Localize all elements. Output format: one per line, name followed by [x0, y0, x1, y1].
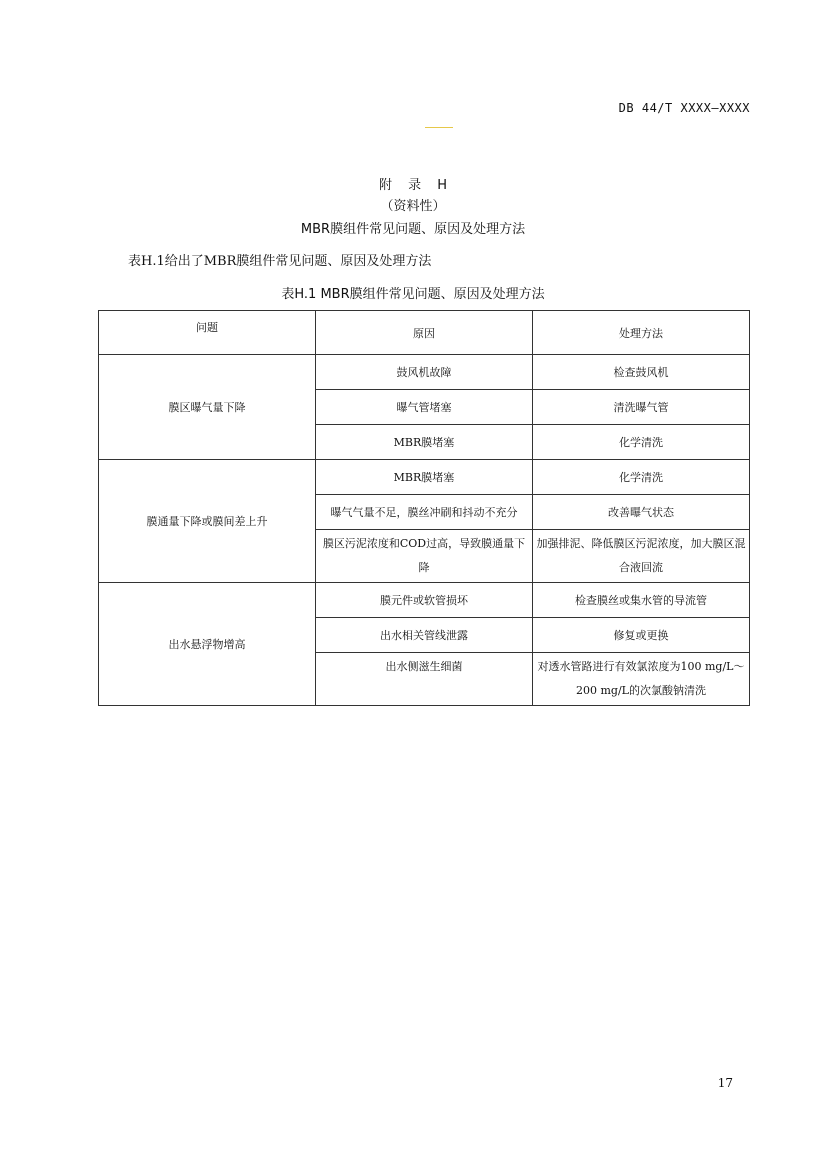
page-number: 17	[717, 1076, 733, 1090]
problem-cell: 膜区曝气量下降	[99, 355, 316, 460]
solution-cell: 改善曝气状态	[533, 495, 750, 530]
cause-cell: 膜区污泥浓度和COD过高，导致膜通量下降	[316, 530, 533, 583]
appendix-subject: MBR膜组件常见问题、原因及处理方法	[300, 222, 526, 237]
table-row	[99, 355, 750, 390]
document-code: DB 44/T XXXX—XXXX	[618, 101, 750, 115]
cause-cell: 出水侧滋生细菌	[316, 653, 533, 706]
header-accent-mark	[425, 127, 453, 128]
appendix-title: 附 录 H	[378, 178, 448, 193]
solution-cell: 化学清洗	[533, 425, 750, 460]
header-cause: 原因	[316, 311, 533, 355]
cause-cell: MBR膜堵塞	[316, 425, 533, 460]
cause-cell: 曝气气量不足，膜丝冲刷和抖动不充分	[316, 495, 533, 530]
table-row	[99, 460, 750, 495]
problems-table	[98, 310, 750, 706]
header-problem: 问题	[99, 311, 316, 355]
header-solution: 处理方法	[533, 311, 750, 355]
table-row	[99, 583, 750, 618]
cause-cell: 膜元件或软管损坏	[316, 583, 533, 618]
solution-cell: 检查鼓风机	[533, 355, 750, 390]
cause-cell: MBR膜堵塞	[316, 460, 533, 495]
solution-cell: 化学清洗	[533, 460, 750, 495]
cause-cell: 曝气管堵塞	[316, 390, 533, 425]
problem-cell: 膜通量下降或膜间差上升	[99, 460, 316, 583]
appendix-note: （资料性）	[380, 199, 446, 214]
cause-cell: 出水相关管线泄露	[316, 618, 533, 653]
solution-cell: 加强排泥、降低膜区污泥浓度，加大膜区混合液回流	[533, 530, 750, 583]
intro-paragraph: 表H.1给出了MBR膜组件常见问题、原因及处理方法	[128, 254, 432, 269]
problem-cell: 出水悬浮物增高	[99, 583, 316, 706]
table-caption: 表H.1 MBR膜组件常见问题、原因及处理方法	[281, 287, 545, 302]
solution-cell: 检查膜丝或集水管的导流管	[533, 583, 750, 618]
solution-cell: 修复或更换	[533, 618, 750, 653]
solution-cell: 对透水管路进行有效氯浓度为100 mg/L～200 mg/L的次氯酸钠清洗	[533, 653, 750, 706]
solution-cell: 清洗曝气管	[533, 390, 750, 425]
table-header-row	[99, 311, 750, 355]
cause-cell: 鼓风机故障	[316, 355, 533, 390]
